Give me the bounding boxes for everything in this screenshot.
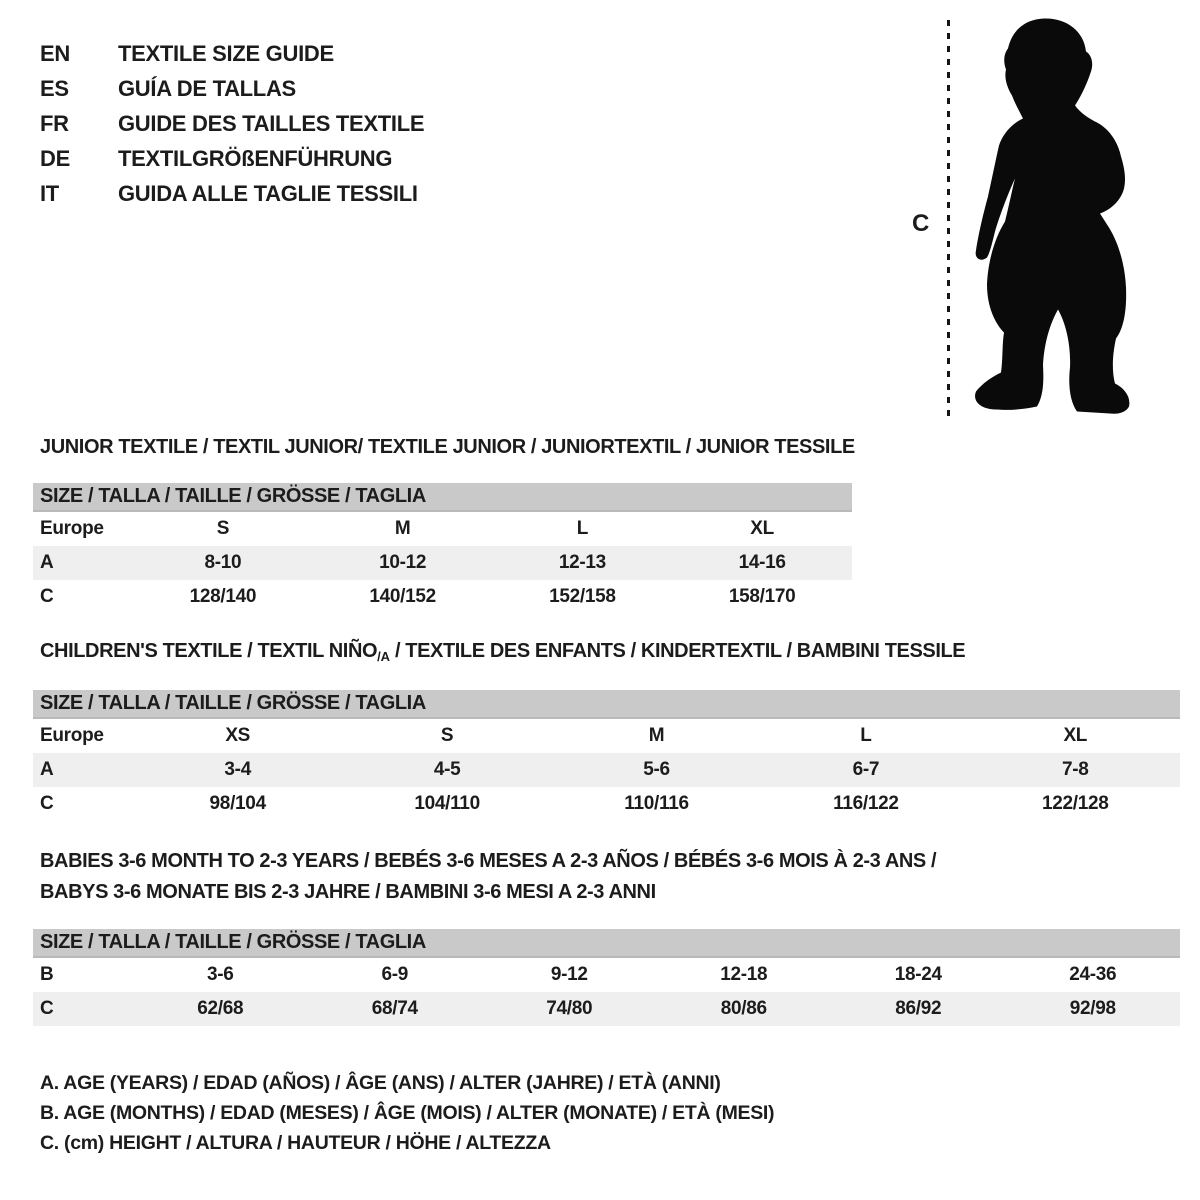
junior-size-header: SIZE / TALLA / TAILLE / GRÖSSE / TAGLIA xyxy=(33,483,852,512)
table-cell: 24-36 xyxy=(1069,964,1117,985)
table-cell: 68/74 xyxy=(371,998,418,1019)
lang-code-es: ES xyxy=(40,75,69,101)
table-cell: 104/110 xyxy=(414,793,480,814)
children-size-header: SIZE / TALLA / TAILLE / GRÖSSE / TAGLIA xyxy=(33,690,1180,719)
lang-code-en: EN xyxy=(40,40,70,66)
lang-title-fr: GUIDE DES TAILLES TEXTILE xyxy=(118,110,425,136)
table-cell: 4-5 xyxy=(433,759,461,780)
table-cell: 12-13 xyxy=(558,552,606,573)
table-cell: 152/158 xyxy=(549,586,616,607)
table-cell: 14-16 xyxy=(738,552,786,573)
height-measure-dashed-line xyxy=(947,20,950,417)
table-row xyxy=(33,546,852,580)
table-row xyxy=(33,787,1180,821)
table-cell: S xyxy=(440,725,454,746)
height-measure-label: C xyxy=(912,210,930,237)
babies-size-header: SIZE / TALLA / TAILLE / GRÖSSE / TAGLIA xyxy=(33,929,1180,958)
table-cell: S xyxy=(216,518,230,539)
children-size-table xyxy=(33,690,1180,821)
lang-code-de: DE xyxy=(40,145,70,171)
lang-title-en: TEXTILE SIZE GUIDE xyxy=(118,40,334,66)
row-label: C xyxy=(40,793,54,814)
table-row xyxy=(33,512,852,546)
children-section-title xyxy=(40,640,965,664)
children-title-rest: / TEXTILE DES ENFANTS / KINDERTEXTIL / BAMBINI TESSILE xyxy=(389,640,966,662)
table-cell: M xyxy=(648,725,665,746)
junior-size-table xyxy=(33,483,852,614)
legend-line-a: A. AGE (YEARS) / EDAD (AÑOS) / ÂGE (ANS) / ALTER (JAHRE) / ETÀ (ANNI) xyxy=(40,1072,721,1094)
table-cell: 18-24 xyxy=(894,964,942,985)
table-cell: 98/104 xyxy=(209,793,266,814)
legend-line-b: B. AGE (MONTHS) / EDAD (MESES) / ÂGE (MOIS) / ALTER (MONATE) / ETÀ (MESI) xyxy=(40,1102,775,1124)
table-cell: 116/122 xyxy=(833,793,899,814)
lang-title-it: GUIDA ALLE TAGLIE TESSILI xyxy=(118,180,418,206)
babies-title-line2: BABYS 3-6 MONATE BIS 2-3 JAHRE / BAMBINI 3-6 MESI A 2-3 ANNI xyxy=(40,881,656,903)
table-cell: M xyxy=(394,518,411,539)
table-cell: 10-12 xyxy=(379,552,427,573)
lang-title-es: GUÍA DE TALLAS xyxy=(118,75,296,101)
table-row xyxy=(33,992,1180,1026)
row-label: Europe xyxy=(40,518,104,539)
lang-title-de: TEXTILGRÖßENFÜHRUNG xyxy=(118,145,393,171)
lang-row-de xyxy=(40,141,424,176)
lang-row-es xyxy=(40,71,424,106)
table-cell: 6-9 xyxy=(381,964,409,985)
table-cell: 62/68 xyxy=(197,998,244,1019)
row-label: C xyxy=(40,586,54,607)
table-cell: L xyxy=(860,725,872,746)
table-cell: 92/98 xyxy=(1069,998,1116,1019)
row-label: Europe xyxy=(40,725,104,746)
table-row xyxy=(33,719,1180,753)
measurement-legend xyxy=(40,1068,774,1158)
table-cell: 86/92 xyxy=(895,998,942,1019)
row-label: C xyxy=(40,998,54,1019)
table-cell: 8-10 xyxy=(204,552,242,573)
junior-section-title: JUNIOR TEXTILE / TEXTIL JUNIOR/ TEXTILE JUNIOR / JUNIORTEXTIL / JUNIOR TESSILE xyxy=(40,436,855,458)
children-title-subscript: /A xyxy=(377,649,390,664)
table-cell: 9-12 xyxy=(550,964,588,985)
row-label: A xyxy=(40,552,54,573)
children-title-main: CHILDREN'S TEXTILE / TEXTIL NIÑO xyxy=(40,640,378,662)
lang-code-fr: FR xyxy=(40,110,69,136)
toddler-silhouette-icon xyxy=(955,15,1145,421)
table-row xyxy=(33,753,1180,787)
table-cell: L xyxy=(576,518,589,539)
table-cell: 12-18 xyxy=(720,964,768,985)
legend-line-c: C. (cm) HEIGHT / ALTURA / HAUTEUR / HÖHE / ALTEZZA xyxy=(40,1132,551,1154)
table-row xyxy=(33,580,852,614)
table-cell: 122/128 xyxy=(1041,793,1109,814)
table-cell: 110/116 xyxy=(624,793,689,814)
babies-size-table xyxy=(33,929,1180,1026)
table-cell: 3-4 xyxy=(224,759,251,780)
table-cell: 3-6 xyxy=(206,964,234,985)
table-cell: 74/80 xyxy=(546,998,593,1019)
table-cell: XS xyxy=(225,725,251,746)
lang-row-en xyxy=(40,36,424,71)
table-cell: 80/86 xyxy=(720,998,767,1019)
babies-title-line1: BABIES 3-6 MONTH TO 2-3 YEARS / BEBÉS 3-6 MESES A 2-3 AÑOS / BÉBÉS 3-6 MOIS À 2-3 ANS / xyxy=(40,850,937,872)
lang-row-it xyxy=(40,176,424,211)
table-cell: 7-8 xyxy=(1062,759,1089,780)
babies-section-title xyxy=(40,849,936,904)
table-cell: 158/170 xyxy=(728,586,796,607)
table-cell: 140/152 xyxy=(369,586,436,607)
row-label: B xyxy=(40,964,54,985)
table-cell: 6-7 xyxy=(852,759,880,780)
row-label: A xyxy=(40,759,54,780)
table-cell: XL xyxy=(1063,725,1088,746)
lang-code-it: IT xyxy=(40,180,59,206)
table-cell: 128/140 xyxy=(189,586,257,607)
table-cell: 5-6 xyxy=(643,759,670,780)
table-row xyxy=(33,958,1180,992)
language-title-list xyxy=(40,36,424,211)
table-cell: XL xyxy=(750,518,774,539)
lang-row-fr xyxy=(40,106,424,141)
